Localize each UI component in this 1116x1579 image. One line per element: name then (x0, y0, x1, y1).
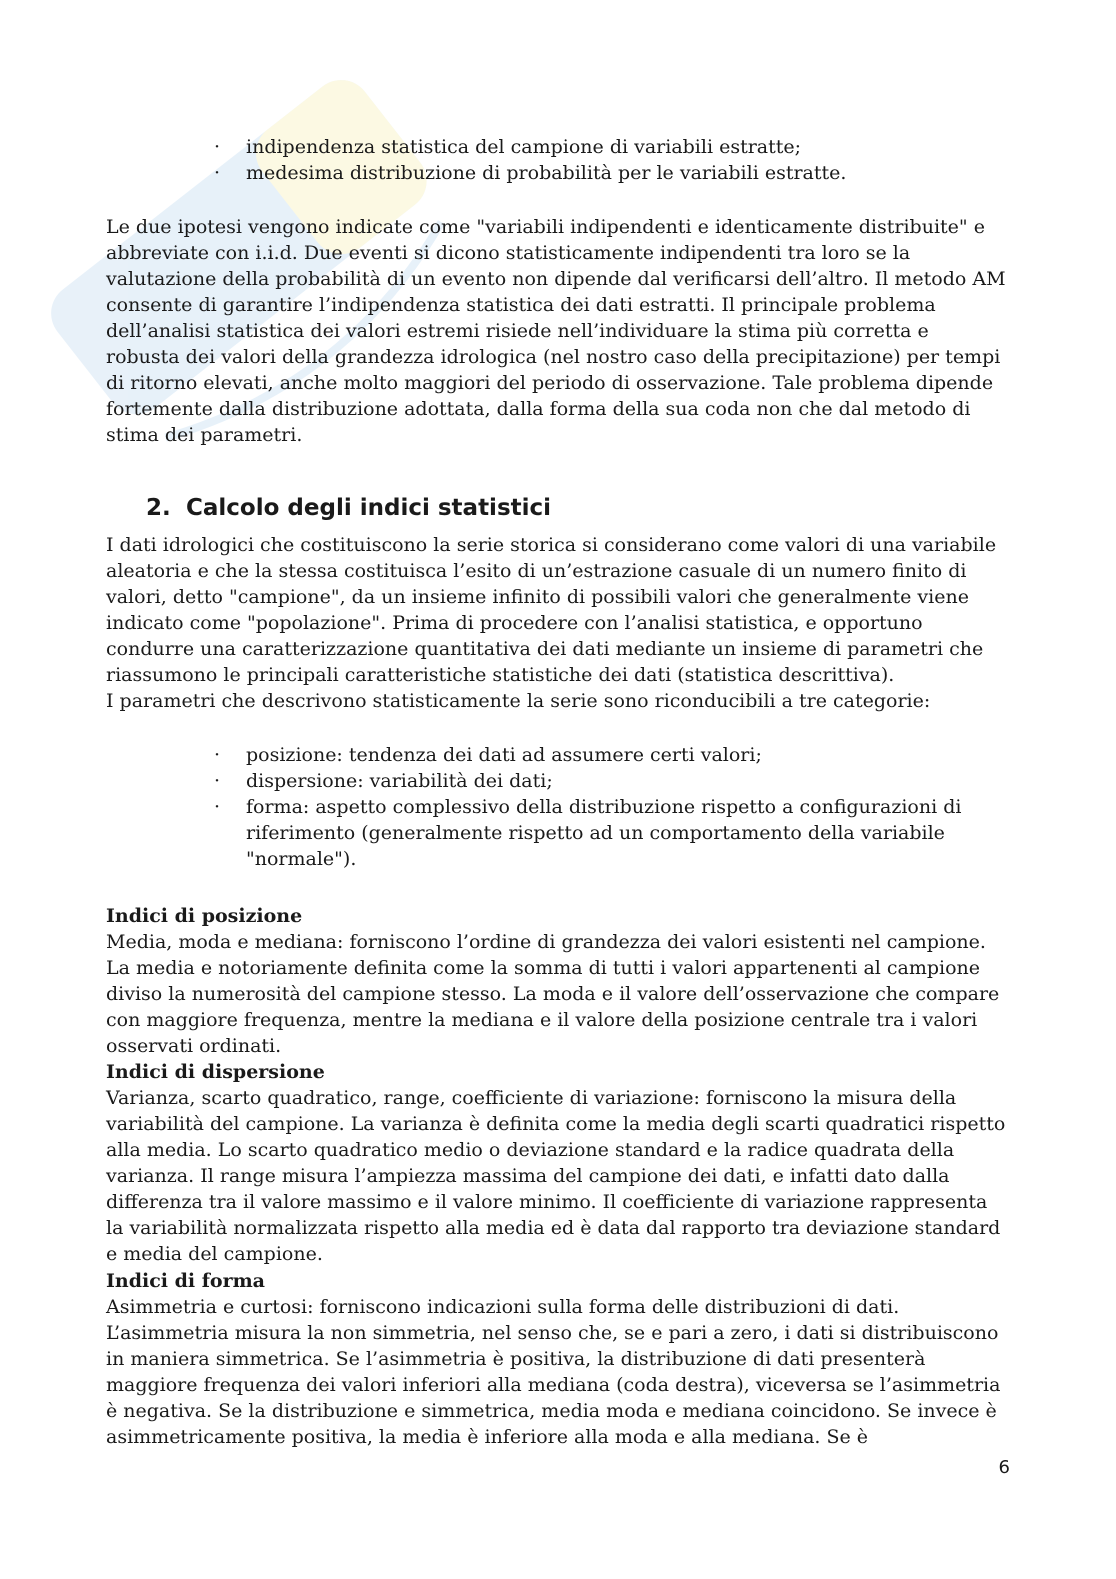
section-number: 2. (146, 495, 171, 521)
list-item: · forma: aspetto complessivo della distribuzione rispetto a configurazioni di riferimento (generalmente rispetto ad un comportamento della variabile "normale"). (214, 794, 994, 872)
list-ipotesi (214, 134, 994, 186)
section-heading (146, 494, 551, 522)
paragraph-indici-posizione: Media, moda e mediana: forniscono l’ordine di grandezza dei valori esistenti nel campione. La media e notoriamente definita come la somma di tutti i valori appartenenti al campione diviso la numerosità del campione stesso. La moda e il valore dell’osservazione che compare con maggiore frequenza, mentre la mediana e il valore della posizione centrale tra i valori osservati ordinati. (106, 931, 1000, 1057)
paragraph-parametri: I parametri che descrivono statisticamente la serie sono riconducibili a tre categorie: (106, 690, 931, 712)
page-number: 6 (998, 1457, 1010, 1478)
paragraph-iid: Le due ipotesi vengono indicate come "variabili indipendenti e identicamente distribuite" e abbreviate con i.i.d. Due eventi si dicono statisticamente indipendenti tra loro se la valutazione della probabilità di un evento non dipende dal verificarsi dell’altro. Il metodo AM consente di garantire l’indipendenza statistica dei dati estratti. Il principale problema dell’analisi statistica dei valori estremi risiede nell’individuare la stima più corretta e robusta dei valori della grandezza idrologica (nel nostro caso della precipitazione) per tempi di ritorno elevati, anche molto maggiori del periodo di osservazione. Tale problema dipende fortemente dalla distribuzione adottata, dalla forma della sua coda non che dal metodo di stima dei parametri. (106, 216, 1006, 446)
paragraph-dati-idrologici: I dati idrologici che costituiscono la serie storica si considerano come valori di una variabile aleatoria e che la stessa costituisca l’esito di un’estrazione casuale di un numero finito di valori, detto "campione", da un insieme infinito di possibili valori che generalmente viene indicato come "popolazione". Prima di procedere con l’analisi statistica, e opportuno condurre una caratterizzazione quantitativa dei dati mediante un insieme di parametri che riassumono le principali caratteristiche statistiche dei dati (statistica descrittiva). (106, 534, 997, 686)
list-item: · dispersione: variabilità dei dati; (214, 768, 994, 794)
list-item: · indipendenza statistica del campione di variabili estratte; (214, 134, 994, 160)
heading-indici-forma: Indici di forma (106, 1270, 265, 1292)
list-categorie (214, 742, 994, 872)
section-title: Calcolo degli indici statistici (186, 495, 552, 521)
paragraph-indici-dispersione: Varianza, scarto quadratico, range, coefficiente di variazione: forniscono la misura della variabilità del campione. La varianza è definita come la media degli scarti quadratici rispetto alla media. Lo scarto quadratico medio o deviazione standard e la radice quadrata della varianza. Il range misura l’ampiezza massima del campione dei dati, e infatti dato dalla differenza tra il valore massimo e il valore minimo. Il coefficiente di variazione rappresenta la variabilità normalizzata rispetto alla media ed è data dal rapporto tra deviazione standard e media del campione. (106, 1087, 1006, 1265)
heading-indici-dispersione: Indici di dispersione (106, 1061, 325, 1083)
list-item: · posizione: tendenza dei dati ad assumere certi valori; (214, 742, 994, 768)
paragraph-indici-forma: Asimmetria e curtosi: forniscono indicazioni sulla forma delle distribuzioni di dati. L’asimmetria misura la non simmetria, nel senso che, se e pari a zero, i dati si distribuiscono in maniera simmetrica. Se l’asimmetria è positiva, la distribuzione di dati presenterà maggiore frequenza dei valori inferiori alla mediana (coda destra), viceversa se l’asimmetria è negativa. Se la distribuzione e simmetrica, media moda e mediana coincidono. Se invece è asimmetricamente positiva, la media è inferiore alla moda e alla mediana. Se è (106, 1296, 1001, 1448)
heading-indici-posizione: Indici di posizione (106, 905, 303, 927)
list-item: · medesima distribuzione di probabilità per le variabili estratte. (214, 160, 994, 186)
